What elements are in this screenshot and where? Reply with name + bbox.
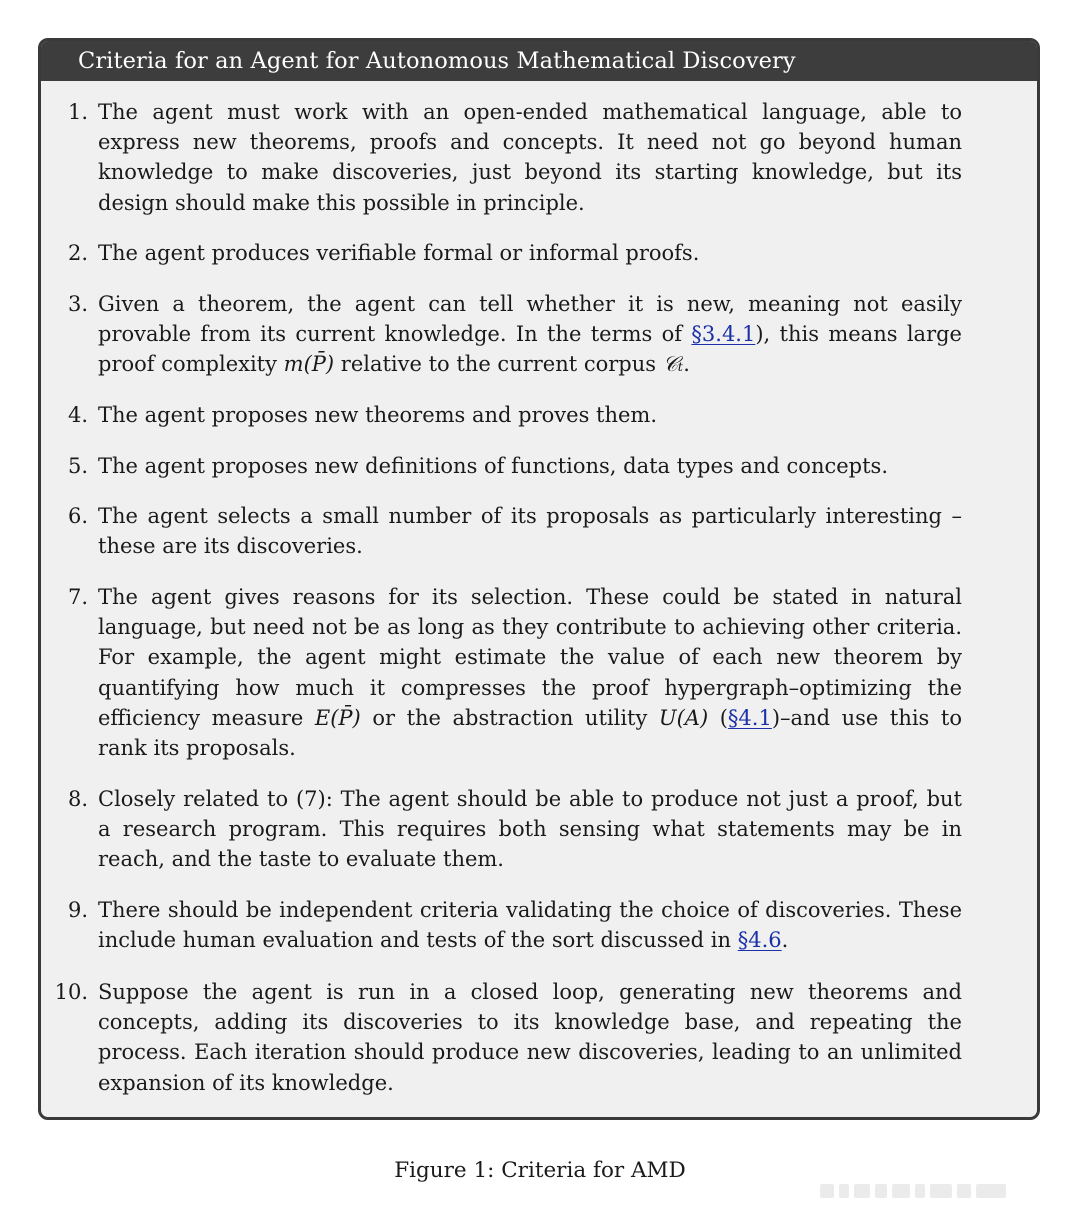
criterion-10 <box>54 977 962 1098</box>
criterion-text: . <box>781 928 789 953</box>
criterion-text: . <box>683 352 690 377</box>
criterion-text: ( <box>708 705 728 730</box>
criterion-3 <box>67 289 962 380</box>
criterion-text: The agent selects a small number of its proposals as particularly interesting – these are its discoveries. <box>98 504 962 559</box>
box-title: Criteria for an Agent for Autonomous Mathematical Discovery <box>41 41 1037 81</box>
math-proof-complexity: m(P̄) <box>283 352 335 377</box>
criterion-number: 8. <box>67 787 88 811</box>
math-efficiency-measure: E(P̄) <box>314 705 361 730</box>
criterion-4 <box>67 400 962 430</box>
math-abstraction-utility: U(A) <box>658 705 709 730</box>
section-link-3-4-1[interactable]: §3.4.1 <box>691 322 756 347</box>
criterion-7 <box>67 582 962 763</box>
watermark-image <box>820 1181 1068 1201</box>
figure-caption: Figure 1: Criteria for AMD <box>394 1158 686 1183</box>
criterion-text: ), this means large proof complexity <box>98 322 962 377</box>
criterion-text: The agent gives reasons for its selection. These could be stated in natural language, but need not be as long as they contribute to achieving other criteria. For example, the agent might estimate the value of each new theorem by quantifying how much it compresses the proof hypergraph–optimizing the efficiency measure <box>98 585 962 730</box>
criterion-number: 2. <box>67 241 88 265</box>
criterion-number: 7. <box>67 585 88 609</box>
criterion-number: 1. <box>67 100 88 124</box>
criterion-number: 3. <box>67 292 88 316</box>
criterion-text: )–and use this to rank its proposals. <box>98 705 962 761</box>
criterion-9 <box>67 895 962 955</box>
criterion-5 <box>67 451 962 481</box>
criterion-text: The agent proposes new definitions of functions, data types and concepts. <box>98 454 888 478</box>
criterion-number: 5. <box>67 454 88 478</box>
criterion-text: or the abstraction utility <box>360 705 659 730</box>
criterion-number: 6. <box>67 504 88 528</box>
criterion-2 <box>67 238 962 268</box>
section-link-4-1[interactable]: §4.1 <box>727 705 772 730</box>
criterion-text: There should be independent criteria validating the choice of discoveries. These include human evaluation and tests of the sort discussed in <box>98 898 962 953</box>
criterion-8 <box>67 784 962 875</box>
criterion-text: Given a theorem, the agent can tell whether it is new, meaning not easily provable from its current knowledge. In the terms of <box>98 292 962 347</box>
criterion-number: 10. <box>54 980 88 1004</box>
criterion-text: The agent must work with an open-ended mathematical language, able to express new theorems, proofs and concepts. It need not go beyond human knowledge to make discoveries, just beyond its starting knowledge, but its design should make this possible in principle. <box>98 100 962 215</box>
criterion-number: 4. <box>67 403 88 427</box>
criterion-number: 9. <box>67 898 88 922</box>
criterion-text: Closely related to (7): The agent should be able to produce not just a proof, but a research program. This requires both sensing what statements may be in reach, and the taste to evaluate them. <box>98 787 962 872</box>
criterion-text: relative to the current corpus <box>334 352 663 377</box>
math-corpus: 𝒞ₜ <box>662 352 684 377</box>
criterion-text: The agent proposes new theorems and proves them. <box>98 403 658 427</box>
criterion-6 <box>67 501 962 561</box>
section-link-4-6[interactable]: §4.6 <box>737 928 782 953</box>
criterion-1 <box>67 97 962 218</box>
criterion-text: Suppose the agent is run in a closed loop, generating new theorems and concepts, adding its discoveries to its knowledge base, and repeating the process. Each iteration should produce new discoveries, leading to an unlimited expansion of its knowledge. <box>98 980 962 1095</box>
criterion-text: The agent produces verifiable formal or informal proofs. <box>98 241 700 265</box>
